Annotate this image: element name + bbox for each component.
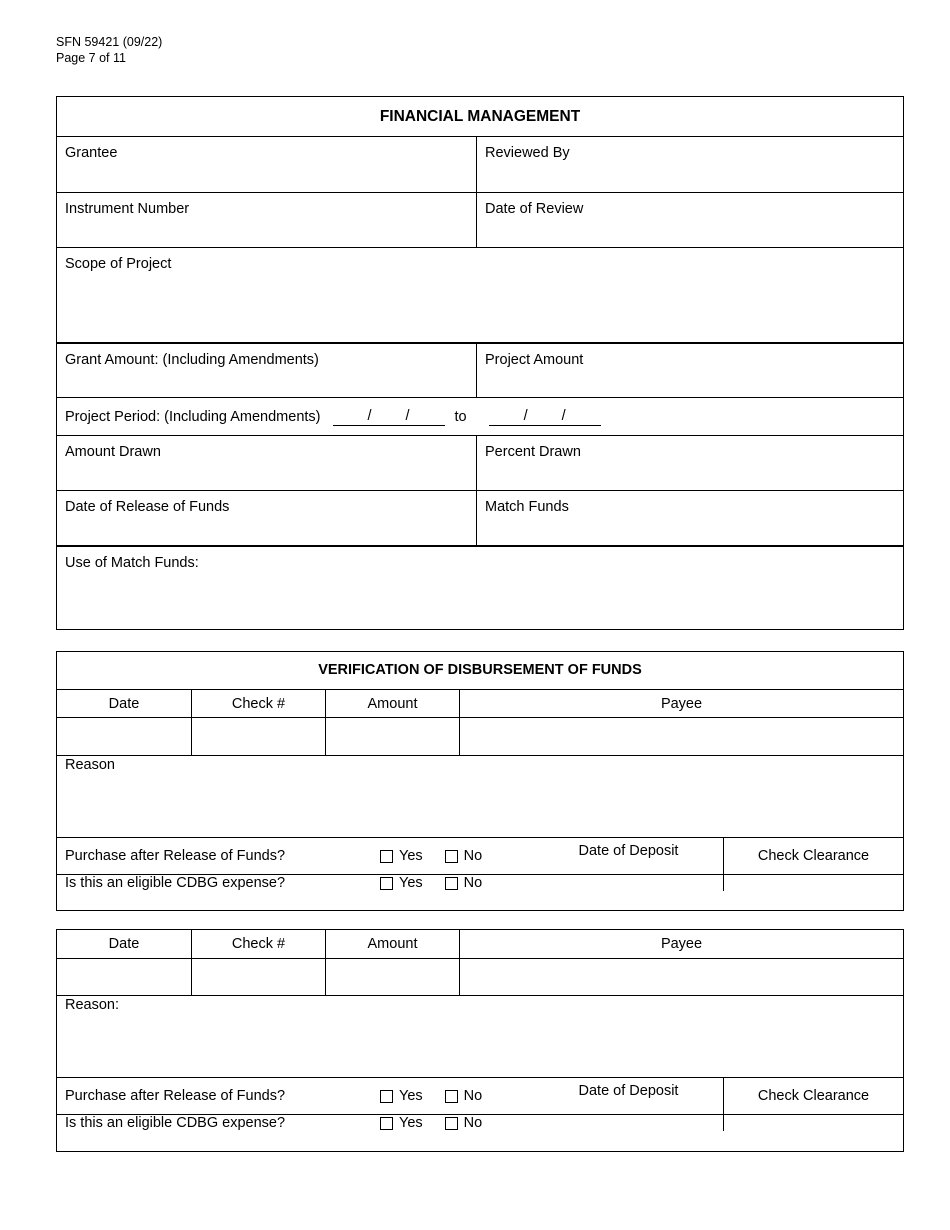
date-of-deposit-header: Date of Deposit (578, 1083, 679, 1099)
check-column-header: Check # (191, 690, 325, 717)
date-of-release-field[interactable] (57, 491, 476, 545)
reason-field[interactable] (57, 756, 903, 837)
checkbox-icon (445, 850, 458, 863)
check-number-input[interactable] (191, 718, 325, 755)
check-column-header: Check # (191, 930, 325, 958)
date-input[interactable] (57, 959, 191, 995)
purchase-no-checkbox[interactable]: No (445, 848, 483, 864)
match-funds-field[interactable] (476, 491, 903, 545)
percent-drawn-field[interactable] (476, 436, 903, 490)
eligible-expense-question (57, 1115, 534, 1131)
verification-title: VERIFICATION OF DISBURSEMENT OF FUNDS (318, 662, 642, 678)
date-input[interactable] (57, 718, 191, 755)
date-of-release-label: Date of Release of Funds (65, 499, 230, 515)
scope-label: Scope of Project (65, 256, 172, 272)
checkbox-icon (380, 1117, 393, 1130)
grant-amount-field[interactable] (57, 344, 476, 397)
amount-column-header: Amount (325, 930, 459, 958)
grantee-label: Grantee (65, 145, 118, 161)
purchase-no-checkbox[interactable]: No (445, 1088, 483, 1104)
checkbox-icon (445, 1090, 458, 1103)
amount-drawn-field[interactable] (57, 436, 476, 490)
date-of-deposit-input[interactable] (534, 875, 723, 891)
eligible-question-label: Is this an eligible CDBG expense? (65, 875, 286, 891)
check-clearance-input[interactable] (723, 1115, 903, 1131)
verification-section-1 (56, 651, 904, 911)
check-clearance-header: Check Clearance (723, 1078, 903, 1114)
reviewed-by-field[interactable] (476, 137, 903, 192)
eligible-no-checkbox[interactable]: No (445, 875, 483, 891)
project-period-row (57, 398, 903, 435)
check-clearance-header: Check Clearance (723, 838, 903, 874)
checkbox-icon (445, 877, 458, 890)
checkbox-icon (380, 877, 393, 890)
grantee-field[interactable] (57, 137, 476, 192)
payee-column-header: Payee (459, 930, 903, 958)
form-header (56, 34, 162, 66)
project-period-start-date[interactable]: / / (333, 408, 445, 426)
eligible-yes-checkbox[interactable]: Yes (380, 875, 423, 891)
project-amount-label: Project Amount (485, 352, 584, 368)
amount-column-header: Amount (325, 690, 459, 717)
checkbox-icon (380, 850, 393, 863)
purchase-question-label: Purchase after Release of Funds? (65, 1088, 286, 1104)
amount-drawn-label: Amount Drawn (65, 444, 161, 460)
grant-amount-label: Grant Amount: (Including Amendments) (65, 352, 319, 368)
checkbox-icon (445, 1117, 458, 1130)
reason-label: Reason (65, 757, 115, 773)
purchase-after-release-question (57, 1078, 534, 1114)
financial-management-section (56, 96, 904, 630)
date-of-review-label: Date of Review (485, 201, 584, 217)
use-of-match-funds-label: Use of Match Funds: (65, 555, 199, 571)
check-clearance-input[interactable] (723, 875, 903, 891)
reason-label: Reason: (65, 997, 120, 1013)
purchase-yes-checkbox[interactable]: Yes (380, 848, 423, 864)
scope-of-project-field[interactable] (57, 248, 903, 342)
eligible-no-checkbox[interactable]: No (445, 1115, 483, 1131)
checkbox-icon (380, 1090, 393, 1103)
reviewed-by-label: Reviewed By (485, 145, 570, 161)
eligible-expense-question (57, 875, 534, 891)
eligible-question-label: Is this an eligible CDBG expense? (65, 1115, 286, 1131)
page-number: Page 7 of 11 (56, 51, 126, 65)
payee-input[interactable] (459, 959, 903, 995)
instrument-number-label: Instrument Number (65, 201, 190, 217)
project-period-end-date[interactable]: / / (489, 408, 601, 426)
section-title: FINANCIAL MANAGEMENT (379, 108, 581, 125)
date-column-header: Date (108, 936, 140, 952)
to-label: to (454, 408, 467, 425)
date-of-deposit-header: Date of Deposit (578, 843, 679, 859)
date-of-deposit-input[interactable] (534, 1115, 723, 1131)
purchase-after-release-question (57, 838, 534, 874)
amount-input[interactable] (325, 718, 459, 755)
match-funds-label: Match Funds (485, 499, 569, 515)
date-column-header: Date (108, 695, 140, 712)
project-amount-field[interactable] (476, 344, 903, 397)
verification-section-2 (56, 929, 904, 1152)
reason-field[interactable] (57, 996, 903, 1077)
amount-input[interactable] (325, 959, 459, 995)
instrument-number-field[interactable] (57, 193, 476, 247)
payee-column-header: Payee (459, 690, 903, 717)
date-of-review-field[interactable] (476, 193, 903, 247)
eligible-yes-checkbox[interactable]: Yes (380, 1115, 423, 1131)
purchase-yes-checkbox[interactable]: Yes (380, 1088, 423, 1104)
use-of-match-funds-field[interactable] (57, 547, 903, 627)
payee-input[interactable] (459, 718, 903, 755)
percent-drawn-label: Percent Drawn (485, 444, 581, 460)
purchase-question-label: Purchase after Release of Funds? (65, 848, 286, 864)
form-id: SFN 59421 (09/22) (56, 35, 163, 49)
project-period-label: Project Period: (Including Amendments) (65, 408, 321, 425)
check-number-input[interactable] (191, 959, 325, 995)
